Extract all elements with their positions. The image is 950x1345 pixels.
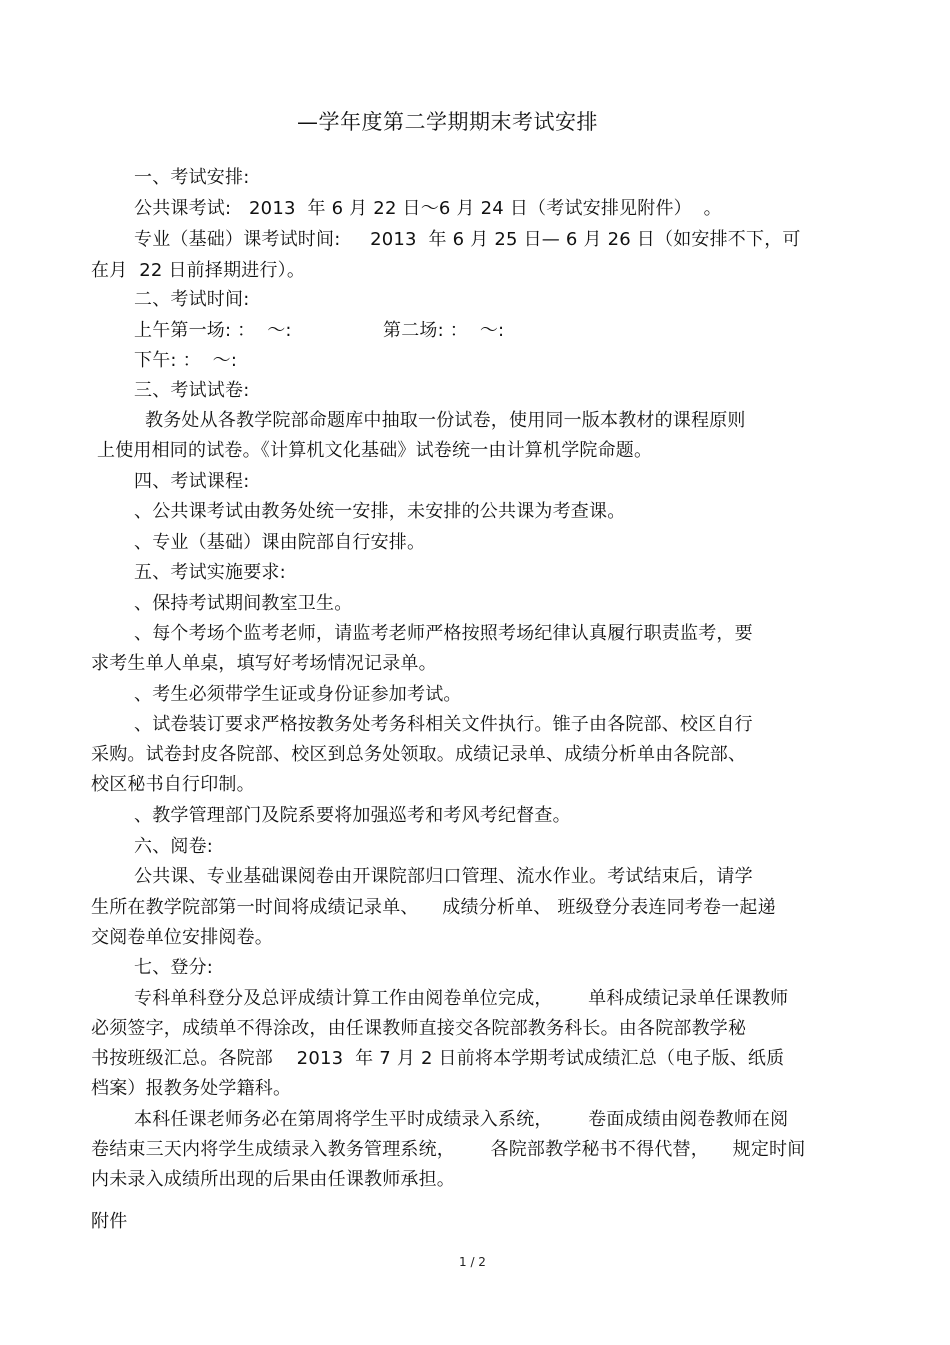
text-line: 交阅卷单位安排阅卷。 xyxy=(91,927,273,948)
attachment-label: 附件 xyxy=(91,1211,128,1232)
text-line: 专业（基础）课考试时间: 2013 年 6 月 25 日— 6 月 26 日（如安排不下，可 xyxy=(134,229,801,250)
text-line: 、教学管理部门及院系要将加强巡考和考风考纪督查。 xyxy=(134,805,571,826)
text-line: 本科任课老师务必在第周将学生平时成绩录入系统， 卷面成绩由阅卷教师在阅 xyxy=(134,1109,789,1130)
text-line: 、考生必须带学生证或身份证参加考试。 xyxy=(134,684,462,705)
text-line: 上午第一场: ： ～: xyxy=(134,320,292,341)
text-line: 教务处从各教学院部命题库中抽取一份试卷，使用同一版本教材的课程原则 xyxy=(145,410,746,431)
text-line: 采购。试卷封皮各院部、校区到总务处领取。成绩记录单、成绩分析单由各院部、 xyxy=(91,744,747,765)
text-line: 求考生单人单桌，填写好考场情况记录单。 xyxy=(91,653,437,674)
text-line: 公共课、专业基础课阅卷由开课院部归口管理、流水作业。考试结束后，请学 xyxy=(134,866,753,887)
text-line: 上使用相同的试卷。《计算机文化基础》试卷统一由计算机学院命题。 xyxy=(97,440,653,461)
text-line: 公共课考试: 2013 年 6 月 22 日～6 月 24 日（考试安排见附件） 。 xyxy=(134,198,722,219)
section-heading-exam-papers: 三、考试试卷: xyxy=(134,380,250,401)
section-heading-exam-requirements: 五、考试实施要求: xyxy=(134,562,286,583)
section-heading-exam-courses: 四、考试课程: xyxy=(134,471,250,492)
text-line: 校区秘书自行印制。 xyxy=(91,774,255,795)
text-line: 在月 22 日前择期进行）。 xyxy=(91,260,306,281)
text-line: 生所在教学院部第一时间将成绩记录单、 成绩分析单、 班级登分表连同考卷一起递 xyxy=(91,897,776,918)
text-line: 书按班级汇总。各院部 2013 年 7 月 2 日前将本学期考试成绩汇总（电子版、纸质 xyxy=(91,1048,785,1069)
text-line: 第二场: ： ～: xyxy=(383,320,505,341)
text-line: 档案）报教务处学籍科。 xyxy=(91,1078,292,1099)
text-line: 、每个考场个监考老师，请监考老师严格按照考场纪律认真履行职责监考，要 xyxy=(134,623,753,644)
text-line: 卷结束三天内将学生成绩录入教务管理系统， 各院部教学秘书不得代替， 规定时间 xyxy=(91,1139,806,1160)
text-line: 、专业（基础）课由院部自行安排。 xyxy=(134,532,426,553)
text-line: 、保持考试期间教室卫生。 xyxy=(134,593,353,614)
text-line: 、试卷装订要求严格按教务处考务科相关文件执行。锥子由各院部、校区自行 xyxy=(134,714,753,735)
document-title: —学年度第二学期期末考试安排 xyxy=(297,110,598,134)
section-heading-exam-schedule: 一、考试安排: xyxy=(134,167,250,188)
text-line: 、公共课考试由教务处统一安排，未安排的公共课为考查课。 xyxy=(134,501,626,522)
section-heading-grading: 六、阅卷: xyxy=(134,836,214,857)
text-line: 必须签字，成绩单不得涂改，由任课教师直接交各院部教务科长。由各院部教学秘 xyxy=(91,1018,747,1039)
text-line: 内未录入成绩所出现的后果由任课教师承担。 xyxy=(91,1169,455,1190)
section-heading-score-entry: 七、登分: xyxy=(134,957,214,978)
text-line: 下午: ： ～: xyxy=(134,350,238,371)
section-heading-exam-time: 二、考试时间: xyxy=(134,289,250,310)
page-number: 1 / 2 xyxy=(459,1255,486,1269)
text-line: 专科单科登分及总评成绩计算工作由阅卷单位完成， 单科成绩记录单任课教师 xyxy=(134,988,789,1009)
